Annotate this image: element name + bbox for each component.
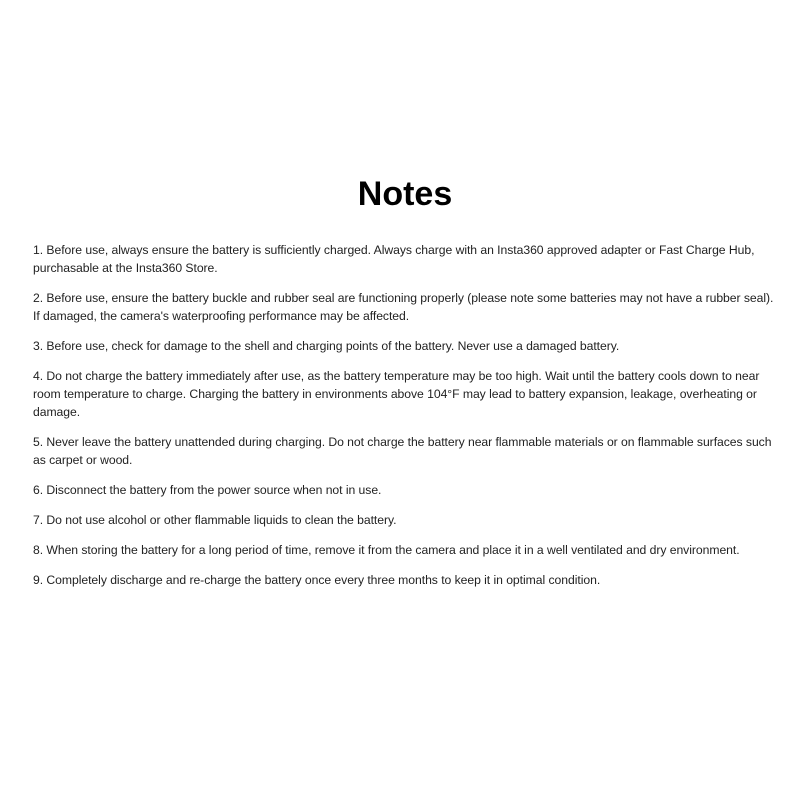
note-item: 3. Before use, check for damage to the shell and charging points of the battery. Never use a damaged battery. [33, 339, 620, 353]
notes-list [33, 241, 778, 601]
note-item: 9. Completely discharge and re-charge the battery once every three months to keep it in optimal condition. [33, 573, 601, 587]
note-item: 8. When storing the battery for a long period of time, remove it from the camera and place it in a well ventilated and dry environment. [33, 543, 740, 557]
note-item: 5. Never leave the battery unattended during charging. Do not charge the battery near flammable materials or on flammable surfaces such as carpet or wood. [33, 435, 772, 467]
note-item: 2. Before use, ensure the battery buckle and rubber seal are functioning properly (please note some batteries may not have a rubber seal). If damaged, the camera's waterproofing performance may be affected. [33, 291, 774, 323]
note-item: 1. Before use, always ensure the battery is sufficiently charged. Always charge with an Insta360 approved adapter or Fast Charge Hub, purchasable at the Insta360 Store. [33, 243, 755, 275]
note-item: 6. Disconnect the battery from the power source when not in use. [33, 483, 382, 497]
page-title: Notes [357, 175, 453, 213]
note-item: 7. Do not use alcohol or other flammable liquids to clean the battery. [33, 513, 397, 527]
note-item: 4. Do not charge the battery immediately after use, as the battery temperature may be too high. Wait until the battery cools down to near room temperature to charge. Charging the battery in environments above 104°F may lead to battery expansion, leakage, overheating or damage. [33, 369, 760, 419]
